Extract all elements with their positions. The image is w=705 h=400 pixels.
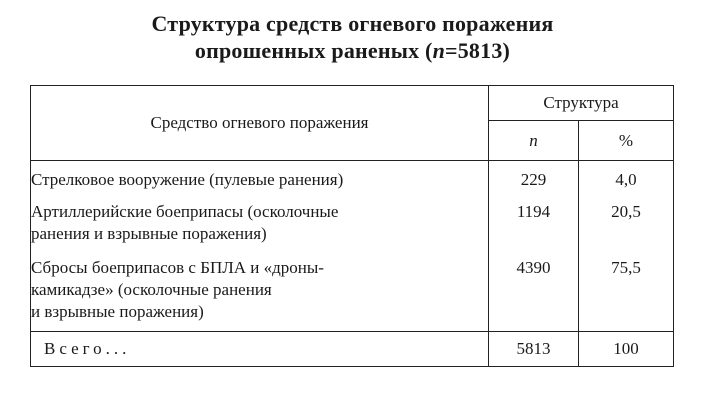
title-line-2 [0, 37, 705, 64]
row-count: 1194 [489, 197, 579, 253]
title-line-1: Структура средств огневого поражения [151, 11, 554, 36]
row-weapon-name [31, 197, 489, 253]
title-variable-n: n [432, 38, 445, 63]
row-weapon-name-line: ранения и взрывные поражения) [31, 224, 267, 243]
total-percent: 100 [579, 332, 674, 367]
row-percent: 75,5 [579, 253, 674, 332]
title-line-2-suffix: =5813) [445, 38, 511, 63]
table-row [31, 253, 674, 332]
table-row [31, 161, 674, 198]
header-count-column: n [489, 121, 579, 161]
row-weapon-name-line: Сбросы боеприпасов с БПЛА и «дроны- [31, 258, 324, 277]
header-percent-column: % [579, 121, 674, 161]
table-total-row [31, 332, 674, 367]
row-weapon-name: Стрелковое вооружение (пулевые ранения) [31, 161, 489, 198]
table-title [0, 10, 705, 64]
row-weapon-name-line: камикадзе» (осколочные ранения [31, 280, 272, 299]
row-count: 229 [489, 161, 579, 198]
structure-table [30, 85, 674, 367]
row-percent: 20,5 [579, 197, 674, 253]
header-weapon-column: Средство огневого поражения [31, 86, 489, 161]
row-weapon-name-line: и взрывные поражения) [31, 302, 204, 321]
total-label: Всего... [31, 332, 489, 367]
row-count: 4390 [489, 253, 579, 332]
title-line-2-prefix: опрошенных раненых ( [194, 38, 433, 63]
row-percent: 4,0 [579, 161, 674, 198]
total-count: 5813 [489, 332, 579, 367]
row-weapon-name [31, 253, 489, 332]
table-header-row [31, 86, 674, 121]
table-row [31, 197, 674, 253]
row-weapon-name-line: Артиллерийские боеприпасы (осколочные [31, 202, 339, 221]
header-structure-group: Структура [489, 86, 674, 121]
